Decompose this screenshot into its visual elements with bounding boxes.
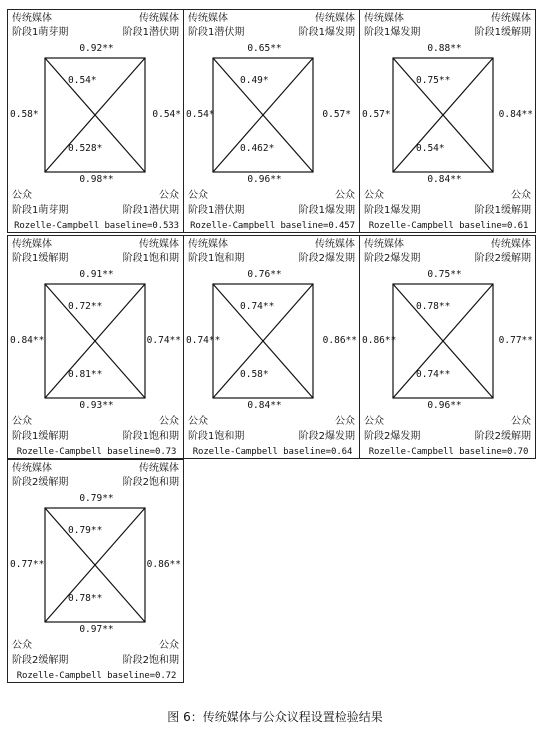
media-stage-left: 阶段1萌芽期 — [12, 27, 69, 38]
baseline-label: Rozelle-Campbell baseline=0.73 — [16, 447, 177, 457]
media-stage-right: 阶段2爆发期 — [298, 253, 355, 264]
coef-left: 0.74** — [186, 335, 221, 346]
public-stage-right: 阶段2爆发期 — [298, 431, 355, 442]
coef-right: 0.57* — [322, 109, 351, 120]
media-stage-left: 阶段1爆发期 — [364, 27, 421, 38]
media-stage-left: 阶段2爆发期 — [364, 253, 421, 264]
coef-diagonal-lower: 0.74** — [416, 369, 451, 380]
media-label-right: 传统媒体 — [491, 13, 531, 24]
public-label-left: 公众 — [364, 190, 384, 201]
baseline-label: Rozelle-Campbell baseline=0.72 — [16, 671, 177, 681]
media-stage-right: 阶段1爆发期 — [298, 27, 355, 38]
media-label-left: 传统媒体 — [188, 239, 228, 250]
media-label-right: 传统媒体 — [315, 239, 355, 250]
public-label-right: 公众 — [335, 416, 355, 427]
coef-top: 0.75** — [427, 269, 462, 280]
figure-caption: 图 6：传统媒体与公众议程设置检验结果 — [167, 710, 383, 724]
panel-6 — [359, 235, 536, 459]
coef-diagonal-upper: 0.49* — [240, 75, 269, 86]
media-stage-right: 阶段2饱和期 — [122, 477, 179, 488]
media-label-right: 传统媒体 — [139, 463, 179, 474]
coef-top: 0.79** — [79, 493, 114, 504]
coef-top: 0.91** — [79, 269, 114, 280]
coef-diagonal-lower: 0.58* — [240, 369, 269, 380]
coef-diagonal-upper: 0.72** — [68, 301, 103, 312]
media-stage-right: 阶段1潜伏期 — [122, 27, 179, 38]
media-stage-right: 阶段1饱和期 — [122, 253, 179, 264]
media-label-right: 传统媒体 — [139, 13, 179, 24]
public-label-left: 公众 — [364, 416, 384, 427]
public-label-left: 公众 — [188, 190, 208, 201]
media-label-right: 传统媒体 — [139, 239, 179, 250]
public-label-right: 公众 — [159, 190, 179, 201]
media-stage-left: 阶段1饱和期 — [188, 253, 245, 264]
panel-4 — [7, 235, 184, 459]
coef-diagonal-upper: 0.75** — [416, 75, 451, 86]
baseline-label: Rozelle-Campbell baseline=0.64 — [192, 447, 353, 457]
public-stage-left: 阶段2缓解期 — [12, 655, 69, 666]
coef-right: 0.54* — [152, 109, 181, 120]
coef-bottom: 0.84** — [427, 174, 462, 185]
coef-left: 0.77** — [10, 559, 45, 570]
coef-diagonal-upper: 0.74** — [240, 301, 275, 312]
coef-diagonal-lower: 0.78** — [68, 593, 103, 604]
coef-bottom: 0.96** — [427, 400, 462, 411]
media-stage-left: 阶段2缓解期 — [12, 477, 69, 488]
public-label-left: 公众 — [12, 640, 32, 651]
media-label-left: 传统媒体 — [12, 13, 52, 24]
public-label-left: 公众 — [12, 416, 32, 427]
public-stage-left: 阶段1潜伏期 — [188, 205, 245, 216]
media-label-left: 传统媒体 — [364, 13, 404, 24]
media-label-left: 传统媒体 — [12, 463, 52, 474]
public-stage-right: 阶段2饱和期 — [122, 655, 179, 666]
coef-right: 0.77** — [498, 335, 533, 346]
coef-diagonal-lower: 0.528* — [68, 143, 103, 154]
media-label-right: 传统媒体 — [491, 239, 531, 250]
media-stage-left: 阶段1缓解期 — [12, 253, 69, 264]
coef-diagonal-lower: 0.81** — [68, 369, 103, 380]
public-label-left: 公众 — [188, 416, 208, 427]
coef-diagonal-upper: 0.54* — [68, 75, 97, 86]
coef-right: 0.86** — [322, 335, 357, 346]
panel-3 — [359, 9, 536, 233]
public-stage-right: 阶段1爆发期 — [298, 205, 355, 216]
public-stage-right: 阶段1缓解期 — [474, 205, 531, 216]
coef-bottom: 0.98** — [79, 174, 114, 185]
coef-right: 0.86** — [146, 559, 181, 570]
panel-2 — [183, 9, 360, 233]
coef-right: 0.74** — [146, 335, 181, 346]
public-stage-left: 阶段1萌芽期 — [12, 205, 69, 216]
public-stage-right: 阶段1潜伏期 — [122, 205, 179, 216]
public-label-right: 公众 — [511, 416, 531, 427]
coef-left: 0.58* — [10, 109, 39, 120]
public-stage-left: 阶段1饱和期 — [188, 431, 245, 442]
coef-left: 0.86** — [362, 335, 397, 346]
public-label-right: 公众 — [511, 190, 531, 201]
public-label-right: 公众 — [159, 640, 179, 651]
public-stage-right: 阶段2缓解期 — [474, 431, 531, 442]
coef-diagonal-upper: 0.78** — [416, 301, 451, 312]
public-label-left: 公众 — [12, 190, 32, 201]
public-label-right: 公众 — [335, 190, 355, 201]
coef-diagonal-upper: 0.79** — [68, 525, 103, 536]
coef-top: 0.76** — [247, 269, 282, 280]
public-stage-left: 阶段1缓解期 — [12, 431, 69, 442]
media-label-left: 传统媒体 — [364, 239, 404, 250]
coef-top: 0.88** — [427, 43, 462, 54]
coef-bottom: 0.96** — [247, 174, 282, 185]
public-stage-right: 阶段1饱和期 — [122, 431, 179, 442]
coef-left: 0.57* — [362, 109, 391, 120]
coef-left: 0.84** — [10, 335, 45, 346]
media-stage-left: 阶段1潜伏期 — [188, 27, 245, 38]
panel-1 — [7, 9, 184, 233]
media-stage-right: 阶段2缓解期 — [474, 253, 531, 264]
panel-7 — [7, 459, 184, 683]
public-stage-left: 阶段2爆发期 — [364, 431, 421, 442]
coef-diagonal-lower: 0.462* — [240, 143, 275, 154]
public-label-right: 公众 — [159, 416, 179, 427]
coef-bottom: 0.84** — [247, 400, 282, 411]
coef-right: 0.84** — [498, 109, 533, 120]
media-label-left: 传统媒体 — [188, 13, 228, 24]
baseline-label: Rozelle-Campbell baseline=0.533 — [14, 221, 179, 231]
panel-5 — [183, 235, 360, 459]
baseline-label: Rozelle-Campbell baseline=0.457 — [190, 221, 355, 231]
coef-left: 0.54* — [186, 109, 215, 120]
coef-diagonal-lower: 0.54* — [416, 143, 445, 154]
media-label-right: 传统媒体 — [315, 13, 355, 24]
baseline-label: Rozelle-Campbell baseline=0.61 — [368, 221, 529, 231]
media-label-left: 传统媒体 — [12, 239, 52, 250]
coef-top: 0.92** — [79, 43, 114, 54]
coef-bottom: 0.97** — [79, 624, 114, 635]
coef-top: 0.65** — [247, 43, 282, 54]
coef-bottom: 0.93** — [79, 400, 114, 411]
public-stage-left: 阶段1爆发期 — [364, 205, 421, 216]
baseline-label: Rozelle-Campbell baseline=0.70 — [368, 447, 529, 457]
media-stage-right: 阶段1缓解期 — [474, 27, 531, 38]
